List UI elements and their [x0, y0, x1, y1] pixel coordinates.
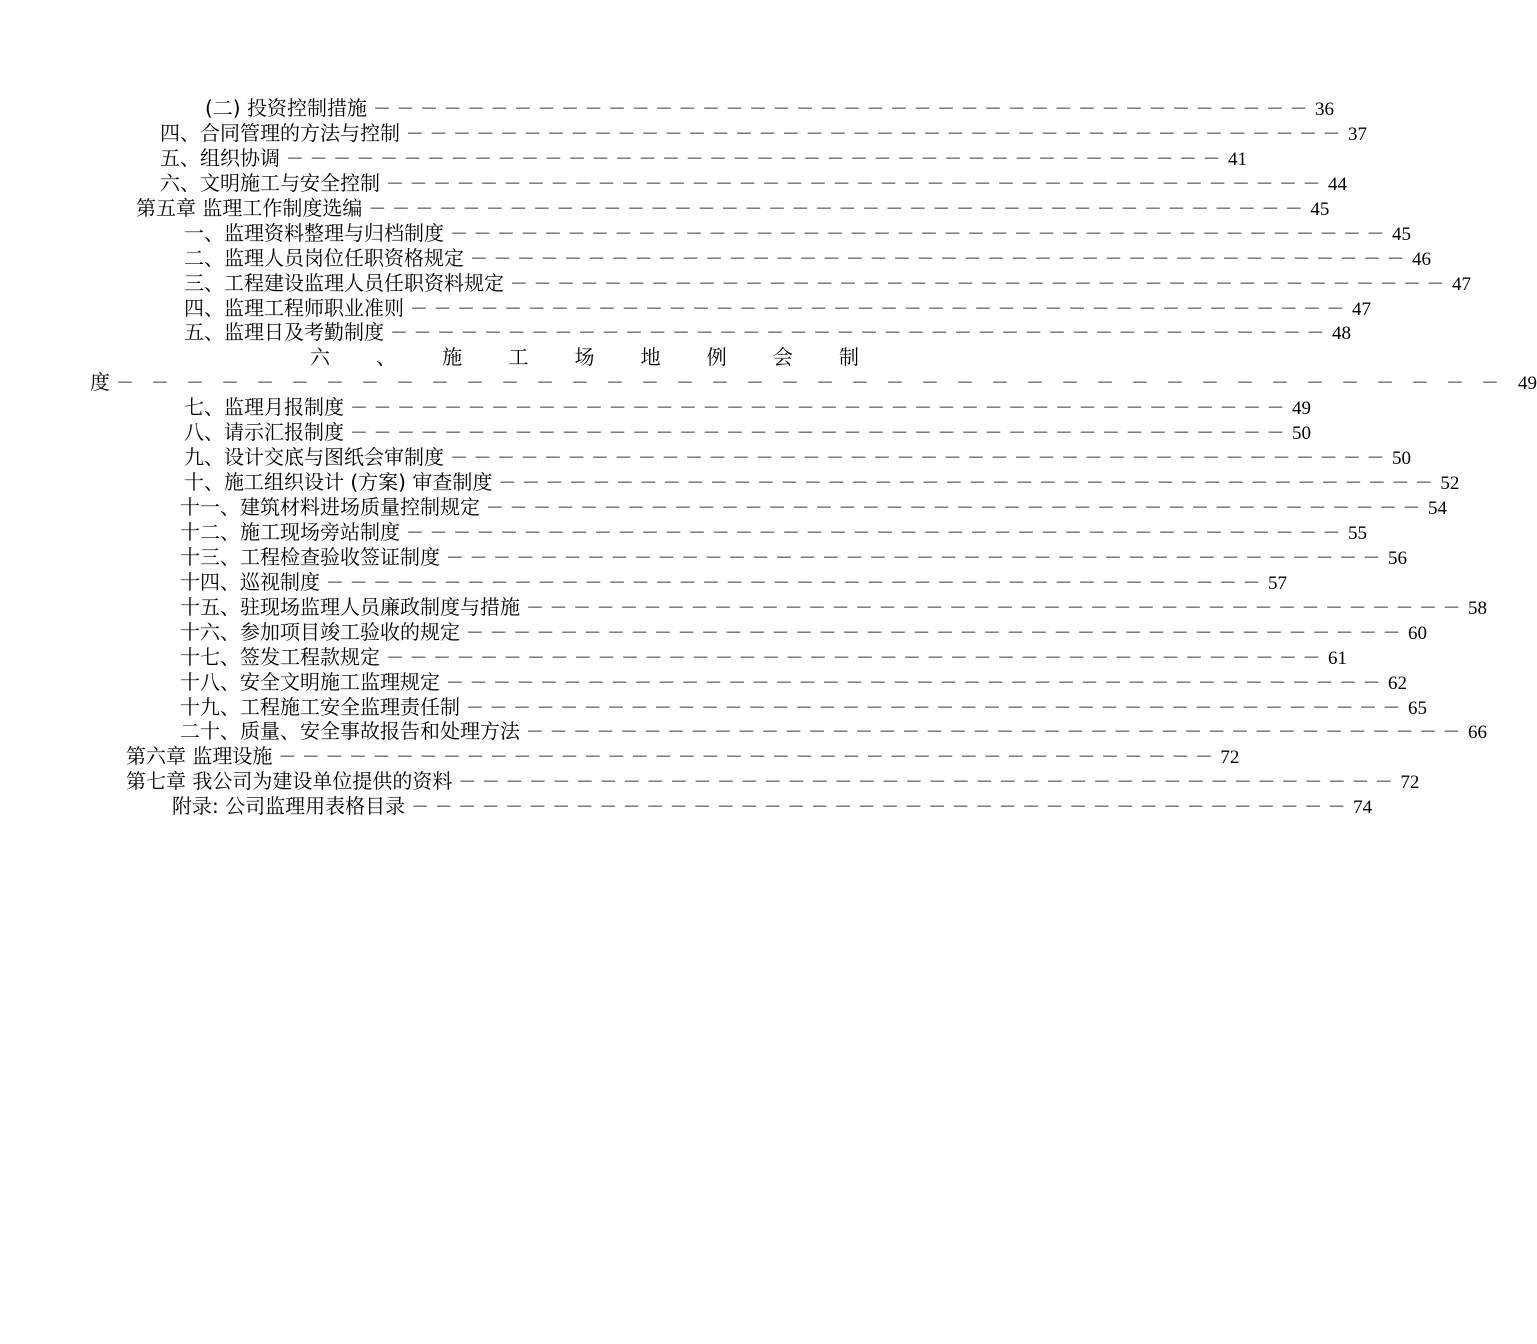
toc-entry-title: 一、监理资料整理与归档制度 — [184, 220, 444, 245]
toc-entry-page: 52 — [1440, 473, 1460, 495]
toc-entry-title: 十九、工程施工安全监理责任制 — [180, 694, 460, 719]
toc-entry-page: 72 — [1400, 772, 1420, 794]
toc-entry-title: 五、监理日及考勤制度 — [184, 320, 384, 345]
toc-entry-page: 36 — [1314, 99, 1334, 120]
toc-leader-dashes: －－－－－－－－－－－－－－－－－－－－－－－－－－－－－－－－－－－－－－－－ — [350, 398, 1290, 420]
toc-entry-title-char: 例 — [706, 345, 727, 370]
toc-entry-page: 57 — [1268, 572, 1287, 594]
toc-entry[interactable] — [0, 519, 1367, 545]
toc-entry-page: 54 — [1428, 498, 1447, 519]
toc-leader-dashes: －－－－－－－－－－－－－－－－－－－－－－－－－－－－－－－－－－－－－－－－ — [470, 248, 1410, 270]
toc-entry[interactable] — [0, 594, 1487, 620]
toc-entry-title: 六、文明施工与安全控制 — [160, 170, 380, 195]
toc-leader-dashes: －－－－－－－－－－－－－－－－－－－－－－－－－－－－－－－－－－－－－－－－ — [526, 722, 1466, 744]
toc-entry-title-char: 施 — [442, 345, 463, 370]
toc-entry-page: 49 — [1292, 398, 1311, 420]
toc-entry[interactable] — [0, 120, 1367, 146]
toc-entry[interactable] — [0, 96, 1334, 121]
toc-entry[interactable] — [0, 145, 1247, 171]
toc-entry-title: 十八、安全文明施工监理规定 — [180, 669, 440, 694]
toc-leader-dashes: －－－－－－－－－－－－－－－－－－－－－－－－－－－－－－－－－－－－－－－－ — [458, 772, 1399, 794]
toc-leader-dashes: －－－－－－－－－－－－－－－－－－－－－－－－－－－－－－－－－－－－－－－－ — [411, 797, 1352, 819]
toc-entry-title-char: 工 — [508, 345, 529, 370]
toc-entry-page: 37 — [1348, 123, 1367, 145]
toc-entry[interactable] — [0, 445, 1411, 470]
toc-entry-title: 三、工程建设监理人员任职资料规定 — [184, 270, 504, 295]
toc-entry-title: 四、合同管理的方法与控制 — [160, 120, 400, 145]
toc-entry-page: 58 — [1468, 597, 1487, 619]
toc-entry-page: 61 — [1328, 647, 1347, 669]
toc-entry[interactable] — [0, 744, 1240, 769]
toc-entry-title-char: 、 — [376, 345, 397, 370]
toc-leader-dashes: －－－－－－－－－－－－－－－－－－－－－－－－－－－－－－－－－－－－－－－－ — [526, 597, 1466, 619]
toc-leader-dashes: －－－－－－－－－－－－－－－－－－－－－－－－－－－－－－－－－－－－－－－－ — [278, 747, 1219, 769]
toc-entry-title: 十七、签发工程款规定 — [180, 644, 380, 669]
toc-entry-title-char: 制 — [839, 345, 859, 370]
toc-entry[interactable] — [0, 544, 1407, 570]
toc-entry[interactable] — [0, 470, 1460, 495]
toc-entry-page: 41 — [1228, 148, 1247, 170]
toc-leader-dashes: －－－－－－－－－－－－－－－－－－－－－－－－－－－－－－－－－－－－－－－－ — [372, 99, 1313, 120]
toc-entry[interactable] — [0, 195, 1330, 221]
toc-entry-title-char: 场 — [574, 345, 595, 370]
toc-entry-page: 45 — [1310, 198, 1330, 220]
toc-entry-title: 度 — [90, 370, 110, 395]
toc-entry-title: 十三、工程检查验收签证制度 — [180, 544, 440, 569]
toc-entry[interactable] — [0, 569, 1287, 595]
toc-entry-title: 第五章 监理工作制度选编 — [136, 195, 363, 220]
toc-entry-page: 62 — [1388, 672, 1407, 694]
toc-leader-dashes: －－－－－－－－－－－－－－－－－－－－－－－－－－－－－－－－－－－－－－－－ — [410, 298, 1350, 320]
toc-leader-dashes: －－－－－－－－－－－－－－－－－－－－－－－－－－－－－－－－－－－－－－－－ — [406, 522, 1346, 544]
toc-entry-title-char: 会 — [772, 345, 793, 370]
toc-leader-dashes: －－－－－－－－－－－－－－－－－－－－－－－－－－－－－－－－－－－－－－－－ — [510, 273, 1450, 295]
toc-entry[interactable] — [0, 644, 1347, 670]
toc-entry-page: 50 — [1292, 423, 1311, 445]
toc-entry[interactable] — [0, 669, 1407, 695]
toc-leader-dashes: －－－－－－－－－－－－－－－－－－－－－－－－－－－－－－－－－－－－－－－－ — [406, 123, 1346, 145]
toc-entry[interactable] — [0, 420, 1311, 445]
toc-leader-dashes: －－－－－－－－－－－－－－－－－－－－－－－－－－－－－－－－－－－－－－－－ — [498, 473, 1439, 495]
toc-entry-page: 47 — [1352, 298, 1371, 320]
toc-entry-title-char: 地 — [640, 345, 661, 370]
toc-entry[interactable] — [0, 769, 1420, 794]
toc-leader-dashes: －－－－－－－－－－－－－－－－－－－－－－－－－－－－－－－－－－－－－－－－ — [286, 148, 1226, 170]
toc-entry-page: 50 — [1392, 448, 1411, 470]
toc-entry-title: 二十、质量、安全事故报告和处理方法 — [180, 719, 520, 744]
toc-entry-title: 第七章 我公司为建设单位提供的资料 — [126, 769, 453, 794]
toc-leader-dashes: －－－－－－－－－－－－－－－－－－－－－－－－－－－－－－－－－－－－－－－－ — [486, 498, 1426, 519]
toc-entry-title: 十、施工组织设计 (方案) 审查制度 — [184, 470, 493, 495]
toc-leader-dashes: －－－－－－－－－－－－－－－－－－－－－－－－－－－－－－－－－－－－－－－－ — [466, 697, 1406, 719]
toc-entry[interactable] — [0, 794, 1373, 819]
toc-entry-page: 56 — [1388, 547, 1407, 569]
toc-entry[interactable] — [0, 220, 1411, 246]
toc-entry[interactable] — [0, 245, 1431, 271]
toc-leader-dashes: －－－－－－－－－－－－－－－－－－－－－－－－－－－－－－－－－－－－－－－－ — [450, 223, 1390, 245]
toc-entry-title: (二) 投资控制措施 — [205, 96, 367, 120]
toc-entry-title: 五、组织协调 — [160, 145, 280, 170]
toc-entry[interactable] — [0, 295, 1371, 321]
toc-entry[interactable] — [0, 170, 1347, 196]
toc-leader-dashes: －－－－－－－－－－－－－－－－－－－－－－－－－－－－－－－－－－－－－－－－ — [386, 647, 1326, 669]
toc-entry-page: 49 — [1518, 373, 1537, 395]
toc-leader-dashes: －－－－－－－－－－－－－－－－－－－－－－－－－－－－－－－－－－－－－－－－ — [326, 572, 1266, 594]
toc-leader-dashes: －－－－－－－－－－－－－－－－－－－－－－－－－－－－－－－－－－－－－－－－ — [466, 622, 1406, 644]
toc-entry-title: 七、监理月报制度 — [184, 395, 344, 420]
toc-entry-page: 72 — [1220, 747, 1240, 769]
toc-entry-page: 48 — [1332, 323, 1351, 345]
toc-entry-page: 44 — [1328, 173, 1347, 195]
toc-entry[interactable] — [0, 719, 1487, 744]
toc-entry-title: 八、请示汇报制度 — [184, 420, 344, 445]
toc-entry-page: 45 — [1392, 223, 1411, 245]
toc-entry-title: 四、监理工程师职业准则 — [184, 295, 404, 320]
toc-entry-split-top[interactable] — [0, 345, 950, 370]
toc-entry-page: 74 — [1353, 797, 1373, 819]
table-of-contents — [0, 96, 1537, 819]
toc-entry-page: 65 — [1408, 697, 1427, 719]
toc-leader-dashes: －－－－－－－－－－－－－－－－－－－－－－－－－－－－－－－－－－－－－－－－ — [368, 198, 1309, 220]
toc-entry[interactable] — [0, 320, 1351, 345]
toc-entry[interactable] — [0, 694, 1427, 720]
toc-entry-title-char: 六 — [310, 345, 330, 370]
toc-entry[interactable] — [0, 619, 1427, 645]
toc-entry-title: 十一、建筑材料进场质量控制规定 — [180, 495, 480, 519]
toc-leader-dashes: －－－－－－－－－－－－－－－－－－－－－－－－－－－－－－－－－－－－－－－－ — [390, 323, 1330, 345]
toc-entry[interactable] — [0, 495, 1447, 520]
toc-entry-page: 66 — [1468, 722, 1487, 744]
toc-leader-dashes: －－－－－－－－－－－－－－－－－－－－－－－－－－－－－－－－－－－－－－－－ — [386, 173, 1326, 195]
toc-leader-dashes: －－－－－－－－－－－－－－－－－－－－－－－－－－－－－－－－－－－－－－－－ — [446, 547, 1386, 569]
toc-entry-title: 附录: 公司监理用表格目录 — [172, 794, 406, 819]
toc-entry-page: 47 — [1452, 273, 1471, 295]
toc-entry-title: 十五、驻现场监理人员廉政制度与措施 — [180, 594, 520, 619]
toc-leader-dashes: －－－－－－－－－－－－－－－－－－－－－－－－－－－－－－－－－－－－－－－－ — [450, 448, 1390, 470]
toc-entry-split-bottom[interactable] — [0, 370, 1537, 395]
toc-leader-dashes: －－－－－－－－－－－－－－－－－－－－－－－－－－－－－－－－－－－－－－－－ — [350, 423, 1290, 445]
toc-entry-title: 二、监理人员岗位任职资格规定 — [184, 245, 464, 270]
toc-leader-dashes: －－－－－－－－－－－－－－－－－－－－－－－－－－－－－－－－－－－－－－－－ — [116, 373, 1516, 395]
toc-entry-page: 55 — [1348, 522, 1367, 544]
toc-leader-dashes: －－－－－－－－－－－－－－－－－－－－－－－－－－－－－－－－－－－－－－－－ — [446, 672, 1386, 694]
toc-entry-page: 46 — [1412, 248, 1431, 270]
toc-entry-page: 60 — [1408, 622, 1427, 644]
toc-entry-title: 十二、施工现场旁站制度 — [180, 519, 400, 544]
toc-entry-title: 九、设计交底与图纸会审制度 — [184, 445, 444, 470]
toc-entry-title: 十六、参加项目竣工验收的规定 — [180, 619, 460, 644]
toc-entry-title: 第六章 监理设施 — [126, 744, 273, 769]
toc-entry[interactable] — [0, 270, 1471, 296]
toc-entry[interactable] — [0, 395, 1311, 420]
toc-entry-title: 十四、巡视制度 — [180, 569, 320, 594]
